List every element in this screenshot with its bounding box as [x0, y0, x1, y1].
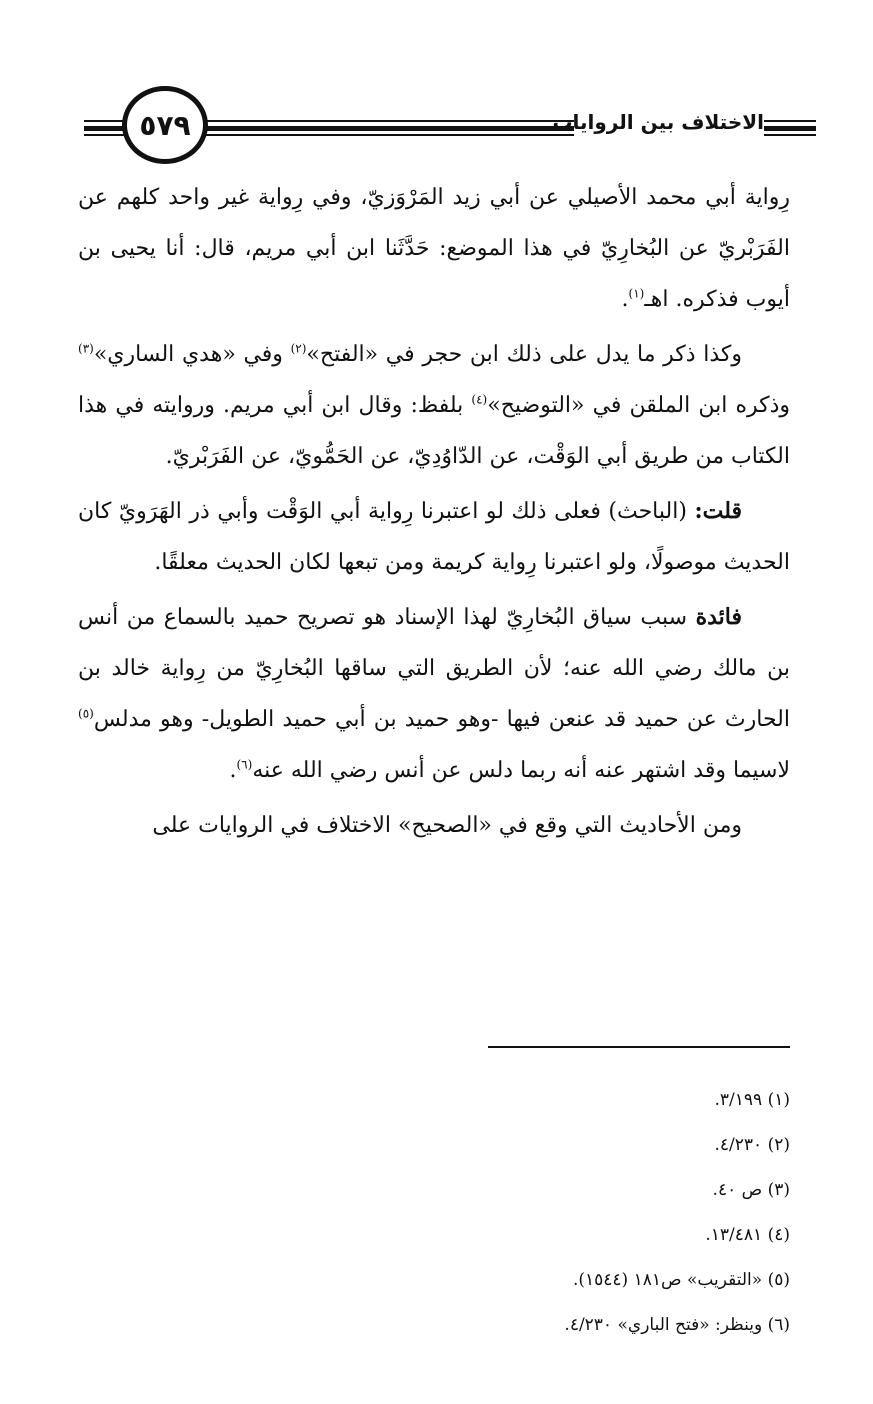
footnote-ref: (٦): [236, 757, 253, 772]
paragraph-4: [78, 592, 790, 796]
page-header: [70, 86, 815, 170]
main-text: [78, 172, 790, 851]
running-title: الاختلاف بين الروايات: [552, 110, 764, 134]
footnote-5: (٥) «التقريب» ص١٨١ (١٥٤٤).: [572, 1270, 790, 1290]
footnote-ref: (٥): [78, 706, 94, 721]
footnote-ref: (٤): [471, 392, 488, 407]
paragraph-text: بلفظ: وقال ابن أبي مريم. وروايته في هذا الكتاب من طريق أبي الوَقْت، عن الدّاوُدِيّ، عن الحَمُّويّ، عن الفَرَبْريّ.: [78, 393, 790, 469]
paragraph-5: [78, 800, 790, 851]
paragraph-text: وكذا ذكر ما يدل على ذلك ابن حجر في «الفتح»: [306, 342, 743, 367]
keyword-faida: فائدة: [695, 604, 742, 630]
paragraph-3: [78, 486, 790, 588]
footnote-ref: (٣): [78, 341, 94, 356]
paragraph-text: سبب سياق البُخارِيّ لهذا الإسناد هو تصريح حميد بالسماع من أنس بن مالك رضي الله عنه؛ لأن الطريق التي ساقها البُخارِيّ من رِواية خالد بن الحارث عن حميد قد عنعن فيها -وهو حميد بن أبي حميد الطويل- وهو مدلس: [78, 605, 790, 732]
footnote-4: (٤) ١٣/٤٨١.: [705, 1225, 790, 1245]
page-number-badge: ٥٧٩: [122, 86, 208, 164]
paragraph-2: [78, 329, 790, 482]
paragraph-text: ومن الأحاديث التي وقع في «الصحيح» الاختلاف في الروايات على: [152, 813, 742, 838]
paragraph-1: [78, 172, 790, 325]
footnote-ref: (١): [628, 286, 645, 301]
footnotes: [300, 1078, 790, 1348]
footnote-1: (١) ٣/١٩٩.: [714, 1090, 790, 1110]
header-rule-middle: [202, 120, 574, 136]
paragraph-text: (الباحث) فعلى ذلك لو اعتبرنا رِواية أبي الوَقْت وأبي ذر الهَرَويّ كان الحديث موصولًا، ولو اعتبرنا رِواية كريمة ومن تبعها لكان الحديث معلقًا.: [78, 499, 790, 575]
paragraph-text: .: [621, 287, 629, 312]
footnote-separator: [488, 1046, 790, 1048]
keyword-qultu: قلت:: [694, 498, 742, 524]
footnote-6: (٦) وينظر: «فتح الباري» ٤/٢٣٠.: [564, 1315, 790, 1335]
footnote-2: (٢) ٤/٢٣٠.: [714, 1135, 790, 1155]
paragraph-text: رِواية أبي محمد الأصيلي عن أبي زيد المَرْوَزيّ، وفي رِواية غير واحد كلهم عن الفَرَبْريّ عن البُخارِيّ في هذا الموضع: حَدَّثَنا ابن أبي مريم، قال: أنا يحيى بن أيوب فذكره. اهـ: [78, 185, 790, 312]
paragraph-text: لاسيما وقد اشتهر عنه أنه ربما دلس عن أنس رضي الله عنه: [252, 758, 790, 783]
paragraph-text: وفي «هدي الساري»: [93, 342, 291, 367]
header-rule-right: [764, 120, 816, 136]
footnote-ref: (٢): [290, 341, 307, 356]
footnote-3: (٣) ص ٤٠.: [712, 1180, 790, 1200]
paragraph-text: .: [229, 758, 237, 783]
paragraph-text: وذكره ابن الملقن في «التوضيح»: [487, 393, 791, 418]
